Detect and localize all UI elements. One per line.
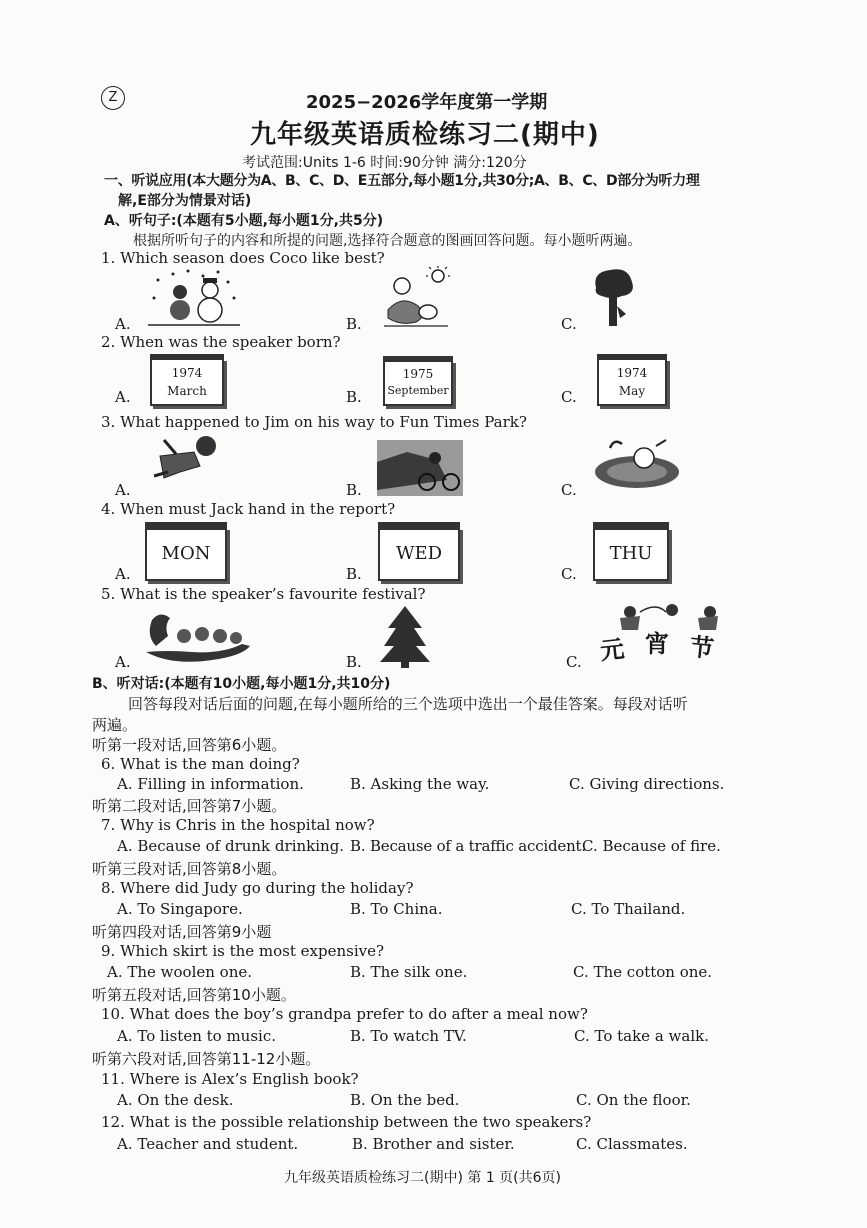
- dialogue-3-lead: 听第三段对话,回答第8小题。: [92, 860, 287, 878]
- christmas-tree-icon: [380, 604, 430, 668]
- calendar-c-year: 1974: [616, 366, 648, 380]
- q8-option-b: B. To China.: [350, 900, 443, 918]
- question-5: 5. What is the speaker’s favourite festival?: [101, 585, 426, 603]
- school-logo: Z: [101, 86, 125, 110]
- festival-char-yuan: 元: [598, 634, 626, 666]
- question-6: 6. What is the man doing?: [101, 755, 300, 773]
- school-year: 2025−2026学年度第一学期: [306, 92, 548, 113]
- calendar-a-year: 1974: [171, 366, 203, 380]
- question-10: 10. What does the boy’s grandpa prefer to do after a meal now?: [101, 1005, 588, 1023]
- calendar-a-month: March: [167, 384, 207, 398]
- q5-option-a-label: A.: [115, 653, 131, 671]
- part-b-instructions: 回答每段对话后面的问题,在每小题所给的三个选项中选出一个最佳答案。每段对话听: [128, 695, 688, 713]
- question-2: 2. When was the speaker born?: [101, 333, 341, 351]
- exam-scope: 考试范围:Units 1-6 时间:90分钟 满分:120分: [242, 155, 527, 171]
- page-footer: 九年级英语质检练习二(期中) 第 1 页(共6页): [284, 1170, 562, 1186]
- q6-option-a: A. Filling in information.: [117, 775, 304, 793]
- question-11: 11. Where is Alex’s English book?: [101, 1070, 359, 1088]
- part-a-instructions: 根据所听句子的内容和所提的问题,选择符合题意的图画回答问题。每小题听两遍。: [133, 233, 642, 249]
- question-1: 1. Which season does Coco like best?: [101, 249, 385, 267]
- calendar-thu-card: [593, 527, 669, 581]
- q10-option-a: A. To listen to music.: [117, 1027, 277, 1045]
- q1-option-c-label: C.: [561, 315, 577, 333]
- q5-option-b-label: B.: [346, 653, 362, 671]
- calendar-b-card: [383, 360, 453, 406]
- q8-option-c: C. To Thailand.: [571, 900, 686, 918]
- question-9: 9. Which skirt is the most expensive?: [101, 942, 385, 960]
- q7-option-a: A. Because of drunk drinking.: [117, 837, 345, 855]
- part-a-title: A、听句子:(本题有5小题,每小题1分,共5分): [104, 213, 384, 229]
- part-b-title: B、听对话:(本题有10小题,每小题1分,共10分): [92, 676, 391, 692]
- autumn-tree-icon: [590, 266, 636, 330]
- q10-option-b: B. To watch TV.: [350, 1027, 467, 1045]
- q2-option-a-label: A.: [115, 388, 131, 406]
- section-one-title: 一、听说应用(本大题分为A、B、C、D、E五部分,每小题1分,共30分;A、B、C、D部分为听力理: [104, 173, 700, 189]
- calendar-b-year: 1975: [402, 367, 434, 381]
- calendar-mon-card: [145, 527, 227, 581]
- winter-snowman-icon: [148, 268, 240, 330]
- section-one-title-cont: 解,E部分为情景对话): [118, 193, 252, 209]
- question-12: 12. What is the possible relationship between the two speakers?: [101, 1113, 592, 1131]
- q4-option-c-label: C.: [561, 565, 577, 583]
- calendar-c-card: [597, 358, 667, 406]
- q12-option-b: B. Brother and sister.: [352, 1135, 515, 1153]
- q1-option-a-label: A.: [115, 315, 131, 333]
- question-4: 4. When must Jack hand in the report?: [101, 500, 396, 518]
- dialogue-2-lead: 听第二段对话,回答第7小题。: [92, 797, 287, 815]
- q1-option-b-label: B.: [346, 315, 362, 333]
- q9-option-a: A. The woolen one.: [107, 963, 253, 981]
- q12-option-c: C. Classmates.: [576, 1135, 688, 1153]
- q12-option-a: A. Teacher and student.: [117, 1135, 299, 1153]
- festival-char-jie: 节: [688, 632, 716, 664]
- dialogue-4-lead: 听第四段对话,回答第9小题: [92, 923, 272, 941]
- q8-option-a: A. To Singapore.: [117, 900, 243, 918]
- dragon-boat-icon: [142, 606, 252, 668]
- question-8: 8. Where did Judy go during the holiday?: [101, 879, 414, 897]
- dialogue-6-lead: 听第六段对话,回答第11-12小题。: [92, 1050, 321, 1068]
- calendar-wed-text: WED: [395, 543, 443, 564]
- q7-option-c: C. Because of fire.: [582, 837, 721, 855]
- q6-option-b: B. Asking the way.: [350, 775, 490, 793]
- q2-option-c-label: C.: [561, 388, 577, 406]
- calendar-wed-card: [378, 527, 460, 581]
- q11-option-b: B. On the bed.: [350, 1091, 460, 1109]
- part-b-instructions-cont: 两遍。: [92, 716, 138, 734]
- q6-option-c: C. Giving directions.: [569, 775, 725, 793]
- question-3: 3. What happened to Jim on his way to Fun Times Park?: [101, 413, 527, 431]
- festival-char-xiao: 宵: [645, 630, 669, 658]
- q10-option-c: C. To take a walk.: [574, 1027, 709, 1045]
- question-7: 7. Why is Chris in the hospital now?: [101, 816, 375, 834]
- car-accident-icon: [377, 440, 463, 496]
- q3-option-b-label: B.: [346, 481, 362, 499]
- q11-option-a: A. On the desk.: [117, 1091, 234, 1109]
- q2-option-b-label: B.: [346, 388, 362, 406]
- q7-option-b: B. Because of a traffic accident.: [350, 837, 586, 855]
- q3-option-c-label: C.: [561, 481, 577, 499]
- q4-option-a-label: A.: [115, 565, 131, 583]
- q3-option-a-label: A.: [115, 481, 131, 499]
- falling-boy-icon: [150, 432, 226, 484]
- fall-in-water-icon: [592, 436, 682, 494]
- calendar-thu-text: THU: [609, 543, 653, 564]
- calendar-c-month: May: [618, 384, 646, 398]
- q4-option-b-label: B.: [346, 565, 362, 583]
- q9-option-b: B. The silk one.: [350, 963, 468, 981]
- summer-beach-icon: [378, 266, 460, 330]
- dialogue-1-lead: 听第一段对话,回答第6小题。: [92, 736, 287, 754]
- page-title: 九年级英语质检练习二(期中): [250, 120, 600, 150]
- q11-option-c: C. On the floor.: [576, 1091, 691, 1109]
- calendar-mon-text: MON: [161, 543, 211, 564]
- calendar-a-card: [150, 358, 224, 406]
- dialogue-5-lead: 听第五段对话,回答第10小题。: [92, 986, 296, 1004]
- calendar-b-month: September: [387, 384, 449, 397]
- q9-option-c: C. The cotton one.: [573, 963, 713, 981]
- q5-option-c-label: C.: [566, 653, 582, 671]
